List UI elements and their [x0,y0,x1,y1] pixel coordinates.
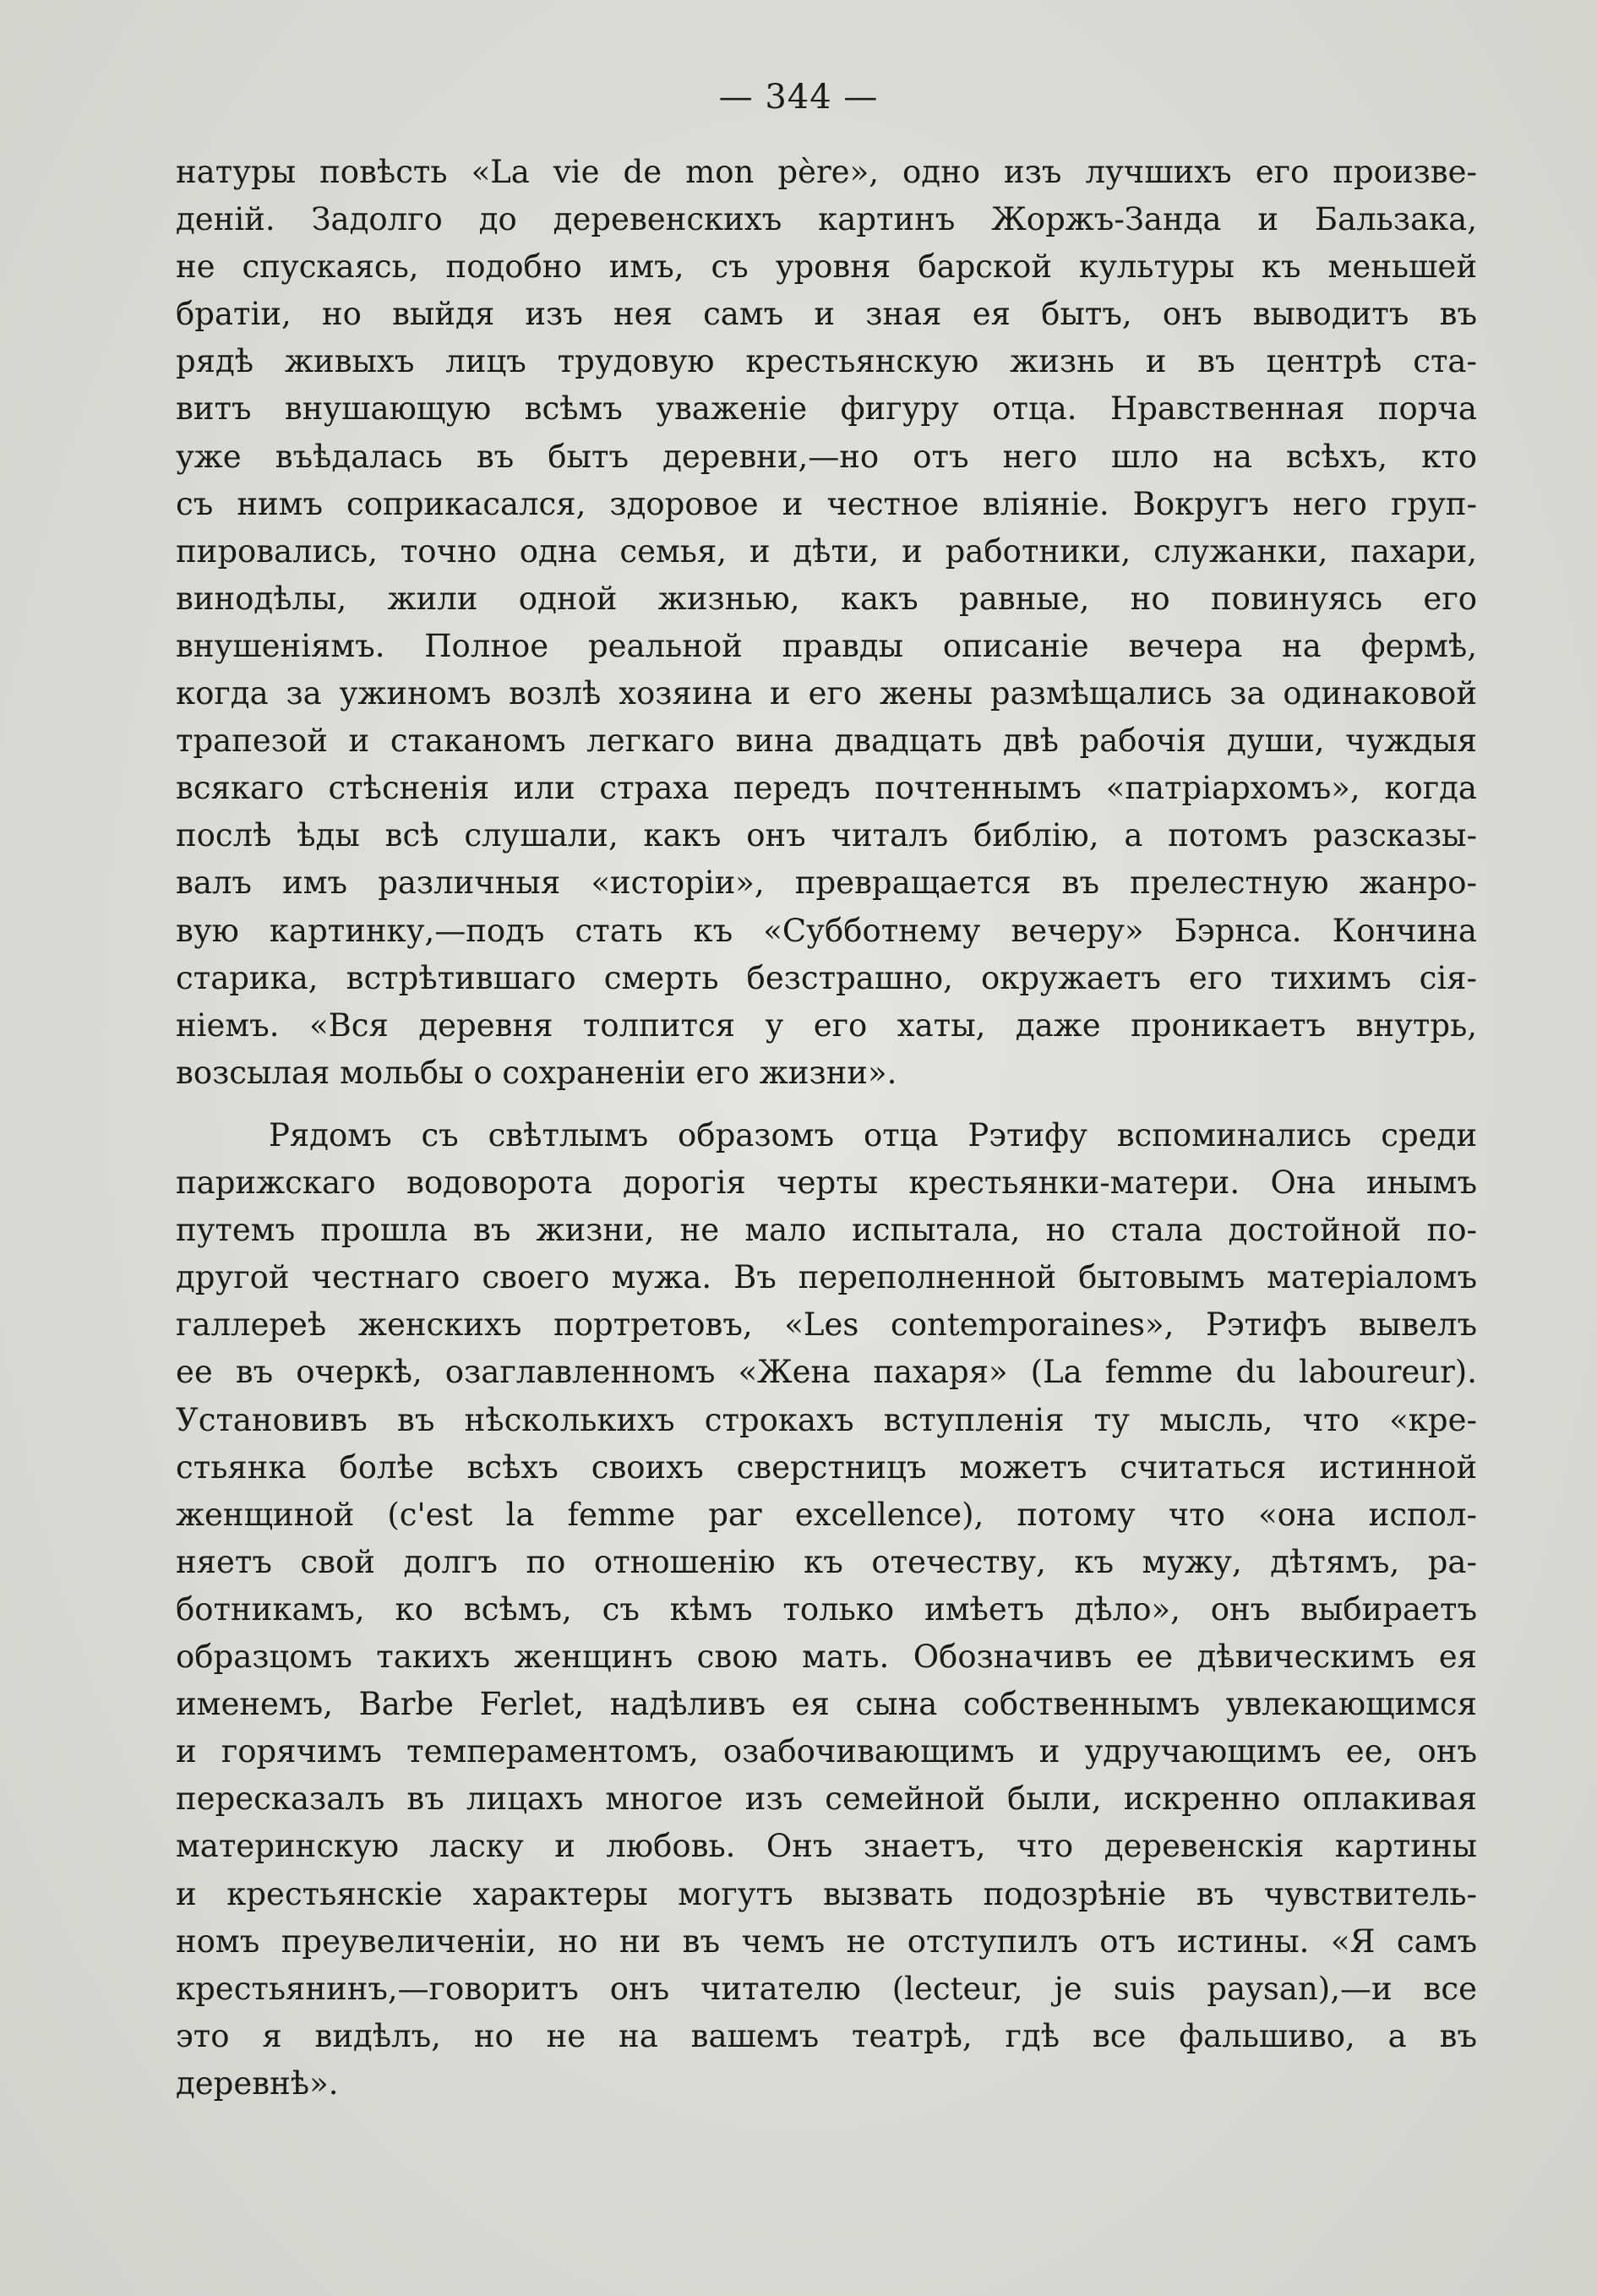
text-line: уже въѣдалась въ бытъ деревни,—но отъ него шло на всѣхъ, кто [176,438,1477,475]
text-line: стьянка болѣе всѣхъ своихъ сверстницъ можетъ считаться истинной [176,1448,1477,1486]
paragraph-2 [176,1112,1477,2108]
text-line: другой честнаго своего мужа. Въ переполненной бытовымъ матеріаломъ [176,1259,1477,1296]
text-line: когда за ужиномъ возлѣ хозяина и его жены размѣщались за одинаковой [176,675,1477,712]
text-line: возсылая мольбы о сохраненіи его жизни». [176,1054,897,1091]
text-line: ботникамъ, ко всѣмъ, съ кѣмъ только имѣетъ дѣло», онъ выбираетъ [176,1590,1477,1628]
text-line: крестьянинъ,—говоритъ онъ читателю (lecteur, je suis paysan),—и все [176,1970,1477,2007]
text-line: пересказалъ въ лицахъ многое изъ семейной были, искренно оплакивая [176,1781,1477,1818]
text-line: и горячимъ темпераментомъ, озабочивающимъ и удручающимъ ее, онъ [176,1733,1477,1770]
text-line: путемъ прошла въ жизни, не мало испытала, но стала достойной по- [176,1212,1477,1249]
text-line: братіи, но выйдя изъ нея самъ и зная ея бытъ, онъ выводитъ въ [176,296,1477,333]
text-line: валъ имъ различныя «исторіи», превращается въ прелестную жанро- [176,864,1477,902]
text-line: старика, встрѣтившаго смерть безстрашно, окружаетъ его тихимъ сія- [176,959,1477,996]
text-line: деній. Задолго до деревенскихъ картинъ Жоржъ-Занда и Бальзака, [176,201,1477,238]
text-line: Рядомъ съ свѣтлымъ образомъ отца Рэтифу вспоминались среди [269,1117,1477,1153]
text-line: и крестьянскіе характеры могутъ вызвать подозрѣніе въ чувствитель- [176,1875,1477,1912]
text-line: не спускаясь, подобно имъ, съ уровня барской культуры къ меньшей [176,248,1477,286]
text-line: галлереѣ женскихъ портретовъ, «Les contemporaines», Рэтифъ вывелъ [176,1306,1477,1344]
text-line: няетъ свой долгъ по отношенію къ отечеству, къ мужу, дѣтямъ, ра- [176,1543,1477,1580]
paragraph-1 [176,149,1477,1097]
text-line: именемъ, Barbe Ferlet, надѣливъ ея сына собственнымъ увлекающимся [176,1686,1477,1723]
text-line: съ нимъ соприкасался, здоровое и честное вліяніе. Вокругъ него груп- [176,485,1477,522]
text-line: всякаго стѣсненія или страха передъ почтеннымъ «патріархомъ», когда [176,770,1477,807]
text-line: винодѣлы, жили одной жизнью, какъ равные, но повинуясь его [176,580,1477,617]
text-line: витъ внушающую всѣмъ уваженіе фигуру отца. Нравственная порча [176,390,1477,428]
text-line: пировались, точно одна семья, и дѣти, и работники, служанки, пахари, [176,532,1477,570]
text-line: внушеніямъ. Полное реальной правды описаніе вечера на фермѣ, [176,627,1477,664]
text-line: парижскаго водоворота дорогія черты крестьянки-матери. Она инымъ [176,1164,1477,1202]
text-line: ніемъ. «Вся деревня толпится у его хаты, даже проникаетъ внутрь, [176,1006,1477,1044]
text-line: натуры повѣсть «La vie de mon père», одно изъ лучшихъ его произве- [176,154,1477,190]
text-line: послѣ ѣды всѣ слушали, какъ онъ читалъ библію, а потомъ разсказы- [176,817,1477,854]
text-line: образцомъ такихъ женщинъ свою мать. Обозначивъ ее дѣвическимъ ея [176,1639,1477,1676]
text-line: рядѣ живыхъ лицъ трудовую крестьянскую жизнь и въ центрѣ ста- [176,343,1477,380]
text-line: женщиной (c'est la femme par excellence), потому что «она испол- [176,1496,1477,1533]
text-line: деревнѣ». [176,2064,339,2102]
page-number: — 344 — [718,78,879,117]
text-line: трапезой и стаканомъ легкаго вина двадцать двѣ рабочія души, чуждыя [176,723,1477,760]
text-line: вую картинку,—подъ стать къ «Субботнему вечеру» Бэрнса. Кончина [176,912,1477,949]
text-line: материнскую ласку и любовь. Онъ знаетъ, что деревенскія картины [176,1828,1477,1865]
text-line: это я видѣлъ, но не на вашемъ театрѣ, гдѣ все фальшиво, а въ [176,2017,1477,2054]
text-line: номъ преувеличеніи, но ни въ чемъ не отступилъ отъ истины. «Я самъ [176,1922,1477,1960]
text-line: ее въ очеркѣ, озаглавленномъ «Жена пахаря» (La femme du laboureur). [176,1354,1477,1391]
text-line: Установивъ въ нѣсколькихъ строкахъ вступленія ту мысль, что «кре- [176,1401,1477,1438]
